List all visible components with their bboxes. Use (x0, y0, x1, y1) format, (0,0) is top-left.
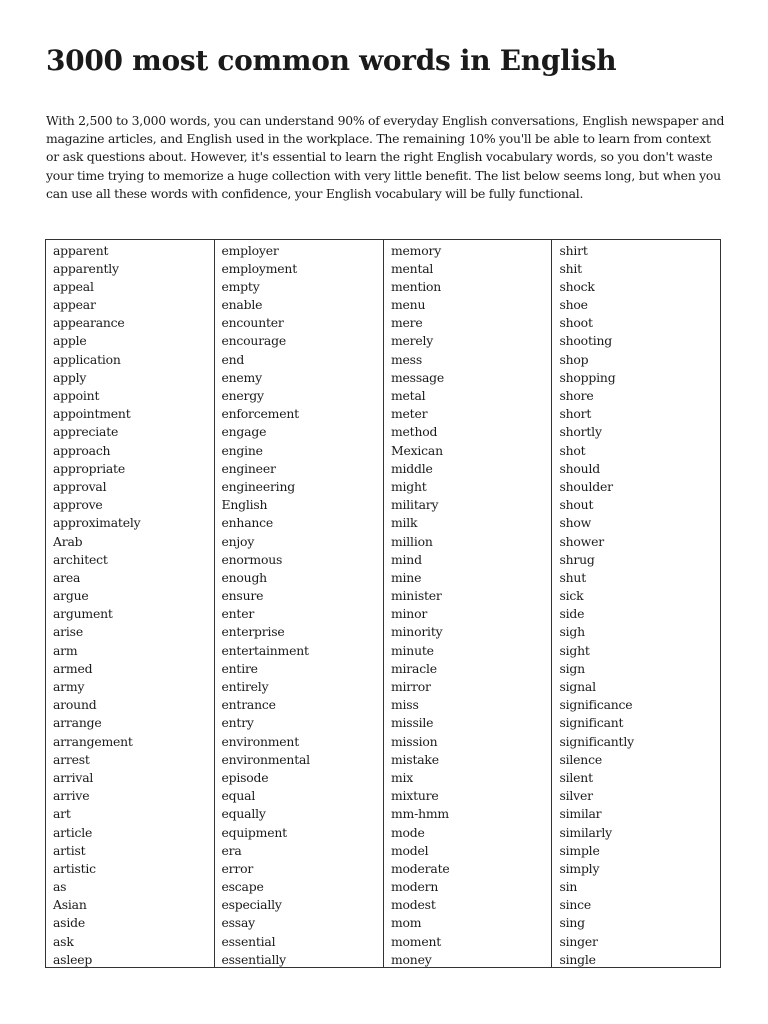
word-cell: should (559, 460, 600, 476)
word-cell: artistic (53, 860, 96, 876)
word-cell: approve (53, 497, 103, 513)
word-cell: entrance (221, 697, 276, 713)
word-cell: metal (390, 388, 426, 403)
word-cell: shoe (559, 297, 588, 313)
word-cell: simply (559, 860, 600, 876)
word-cell: engage (221, 424, 267, 440)
word-cell: simple (559, 842, 600, 858)
word-table (45, 239, 721, 968)
word-cell: shirt (559, 242, 588, 258)
word-cell: arrangement (53, 733, 133, 749)
word-cell: engine (221, 442, 263, 458)
word-cell: shit (559, 260, 582, 276)
word-cell: army (53, 679, 85, 694)
word-cell: Mexican (390, 442, 443, 458)
word-cell: milk (390, 515, 418, 531)
word-cell: short (559, 406, 592, 422)
word-cell: appointment (53, 406, 131, 422)
word-cell: arrest (53, 751, 90, 767)
word-cell: end (221, 351, 245, 367)
word-cell: singer (559, 933, 598, 949)
word-cell: armed (53, 660, 93, 676)
word-cell: shout (559, 497, 594, 513)
word-cell: argument (53, 606, 113, 622)
word-cell: approval (53, 478, 107, 494)
word-cell: ask (53, 933, 74, 949)
word-cell: empty (221, 278, 260, 294)
word-cell: miracle (390, 660, 437, 676)
word-cell: English (221, 497, 268, 513)
word-cell: shore (559, 388, 594, 403)
word-cell: Asian (53, 897, 87, 913)
word-cell: show (559, 515, 592, 531)
word-cell: error (221, 860, 254, 876)
word-cell: environmental (221, 751, 310, 767)
word-cell: enable (221, 297, 263, 313)
word-cell: sing (559, 915, 585, 931)
word-cell: moderate (390, 860, 450, 876)
word-cell: appeal (53, 278, 94, 294)
word-cell: as (53, 879, 67, 895)
word-cell: similarly (559, 824, 612, 840)
word-cell: apply (53, 369, 87, 385)
word-cell: employer (221, 242, 279, 258)
word-cell: enemy (221, 369, 262, 385)
word-column (215, 240, 384, 967)
word-cell: apparently (53, 260, 119, 276)
word-cell: mental (390, 260, 434, 276)
word-column (46, 240, 215, 967)
word-column (552, 240, 720, 967)
word-cell: aside (53, 915, 85, 931)
word-cell: architect (53, 551, 108, 567)
word-cell: since (559, 897, 592, 913)
word-cell: engineer (221, 460, 276, 476)
word-cell: side (559, 606, 585, 622)
word-cell: article (53, 824, 93, 840)
word-cell: merely (390, 333, 434, 349)
word-cell: enough (221, 569, 267, 585)
word-cell: shut (559, 569, 586, 585)
word-cell: similar (559, 806, 602, 822)
word-cell: shopping (559, 369, 616, 385)
word-column (384, 240, 553, 967)
word-cell: environment (221, 733, 299, 749)
word-cell: sigh (559, 624, 585, 640)
word-cell: shower (559, 533, 604, 549)
word-cell: enter (221, 606, 255, 622)
word-cell: engineering (221, 478, 295, 494)
word-cell: era (221, 842, 242, 858)
word-cell: arise (53, 624, 83, 640)
word-cell: significant (559, 715, 624, 731)
word-cell: appropriate (53, 460, 125, 476)
word-cell: approach (53, 442, 111, 458)
word-cell: Arab (53, 533, 83, 549)
word-cell: argue (53, 588, 89, 604)
word-cell: message (390, 369, 445, 385)
word-cell: equally (221, 806, 266, 822)
word-cell: shoot (559, 315, 593, 331)
word-cell: especially (221, 897, 282, 913)
word-cell: around (53, 697, 97, 713)
word-cell: ensure (221, 588, 264, 604)
word-cell: artist (53, 842, 86, 858)
intro-paragraph: With 2,500 to 3,000 words, you can understand 90% of everyday English conversations, English newspaper and magazine articles, and English used in the workplace. The remaining 10% you'll be able to learn from context or ask questions about. However, it's essential to learn the right English vocabulary words, so you don't waste your time trying to memorize a huge collection with very little benefit. The list below seems long, but when you can use all these words with confidence, your English vocabulary will be fully functional. (46, 113, 725, 201)
word-cell: mirror (390, 679, 431, 694)
word-cell: employment (221, 260, 297, 276)
word-cell: appreciate (53, 424, 119, 440)
word-cell: meter (390, 406, 428, 422)
word-cell: shooting (559, 333, 612, 349)
word-cell: entire (221, 660, 258, 676)
word-cell: might (390, 478, 427, 494)
word-cell: enhance (221, 515, 274, 531)
word-cell: shortly (559, 424, 602, 440)
word-cell: entertainment (221, 642, 309, 658)
word-cell: sign (559, 660, 585, 676)
word-cell: shot (559, 442, 586, 458)
word-cell: sick (559, 588, 584, 604)
word-cell: entry (221, 715, 254, 731)
word-cell: appearance (53, 315, 125, 331)
word-cell: shop (559, 351, 589, 367)
word-cell: arm (53, 642, 78, 658)
word-cell: mode (390, 824, 425, 840)
word-cell: enterprise (221, 624, 285, 640)
word-cell: mere (390, 315, 423, 331)
word-cell: essentially (221, 951, 286, 967)
word-cell: mistake (390, 751, 439, 767)
word-cell: area (53, 569, 81, 585)
word-cell: model (390, 842, 429, 858)
word-cell: appear (53, 297, 96, 313)
word-cell: million (390, 533, 433, 549)
word-cell: memory (390, 242, 441, 258)
word-cell: sin (559, 879, 578, 895)
word-cell: minor (390, 606, 428, 622)
word-cell: enforcement (221, 406, 299, 422)
word-cell: silence (559, 751, 602, 767)
word-cell: asleep (53, 951, 93, 967)
word-cell: enjoy (221, 533, 255, 549)
word-cell: minute (390, 642, 434, 658)
word-cell: mention (390, 278, 442, 294)
word-cell: application (53, 351, 121, 367)
word-cell: apple (53, 333, 87, 349)
word-cell: missile (390, 715, 434, 731)
word-cell: signal (559, 679, 596, 694)
word-cell: mm-hmm (390, 806, 449, 822)
word-cell: essential (221, 933, 276, 949)
word-cell: mind (390, 551, 422, 567)
word-cell: mine (390, 569, 422, 585)
word-cell: art (53, 806, 71, 822)
word-cell: minority (390, 624, 443, 640)
word-cell: shoulder (559, 478, 613, 494)
page-title: 3000 most common words in English (46, 44, 617, 77)
word-cell: arrange (53, 715, 102, 731)
word-cell: arrival (53, 769, 94, 785)
word-cell: entirely (221, 679, 269, 694)
word-cell: method (390, 424, 438, 440)
word-cell: moment (390, 933, 442, 949)
word-cell: mess (390, 351, 422, 367)
word-cell: escape (221, 879, 264, 895)
word-cell: mixture (390, 788, 439, 804)
word-cell: apparent (53, 242, 109, 258)
word-cell: shrug (559, 551, 595, 567)
word-cell: sight (559, 642, 590, 658)
word-cell: money (390, 951, 432, 967)
word-cell: single (559, 951, 596, 967)
word-cell: silent (559, 769, 593, 785)
word-cell: minister (390, 588, 442, 604)
word-cell: mom (390, 915, 422, 931)
word-cell: modern (390, 879, 439, 895)
word-cell: modest (390, 897, 436, 913)
word-cell: energy (221, 388, 264, 403)
word-cell: essay (221, 915, 255, 931)
word-cell: middle (390, 460, 433, 476)
word-cell: miss (390, 697, 419, 713)
word-cell: menu (390, 297, 426, 313)
word-cell: arrive (53, 788, 90, 804)
word-cell: shock (559, 278, 595, 294)
word-cell: encounter (221, 315, 284, 331)
word-cell: mix (390, 769, 414, 785)
word-cell: significance (559, 697, 633, 713)
word-cell: mission (390, 733, 438, 749)
word-cell: military (390, 497, 439, 513)
word-cell: enormous (221, 551, 283, 567)
word-cell: encourage (221, 333, 286, 349)
word-cell: episode (221, 769, 269, 785)
word-cell: approximately (53, 515, 141, 531)
word-cell: equipment (221, 824, 287, 840)
word-cell: appoint (53, 388, 100, 403)
word-cell: silver (559, 788, 593, 804)
word-cell: significantly (559, 733, 634, 749)
word-cell: equal (221, 788, 256, 804)
